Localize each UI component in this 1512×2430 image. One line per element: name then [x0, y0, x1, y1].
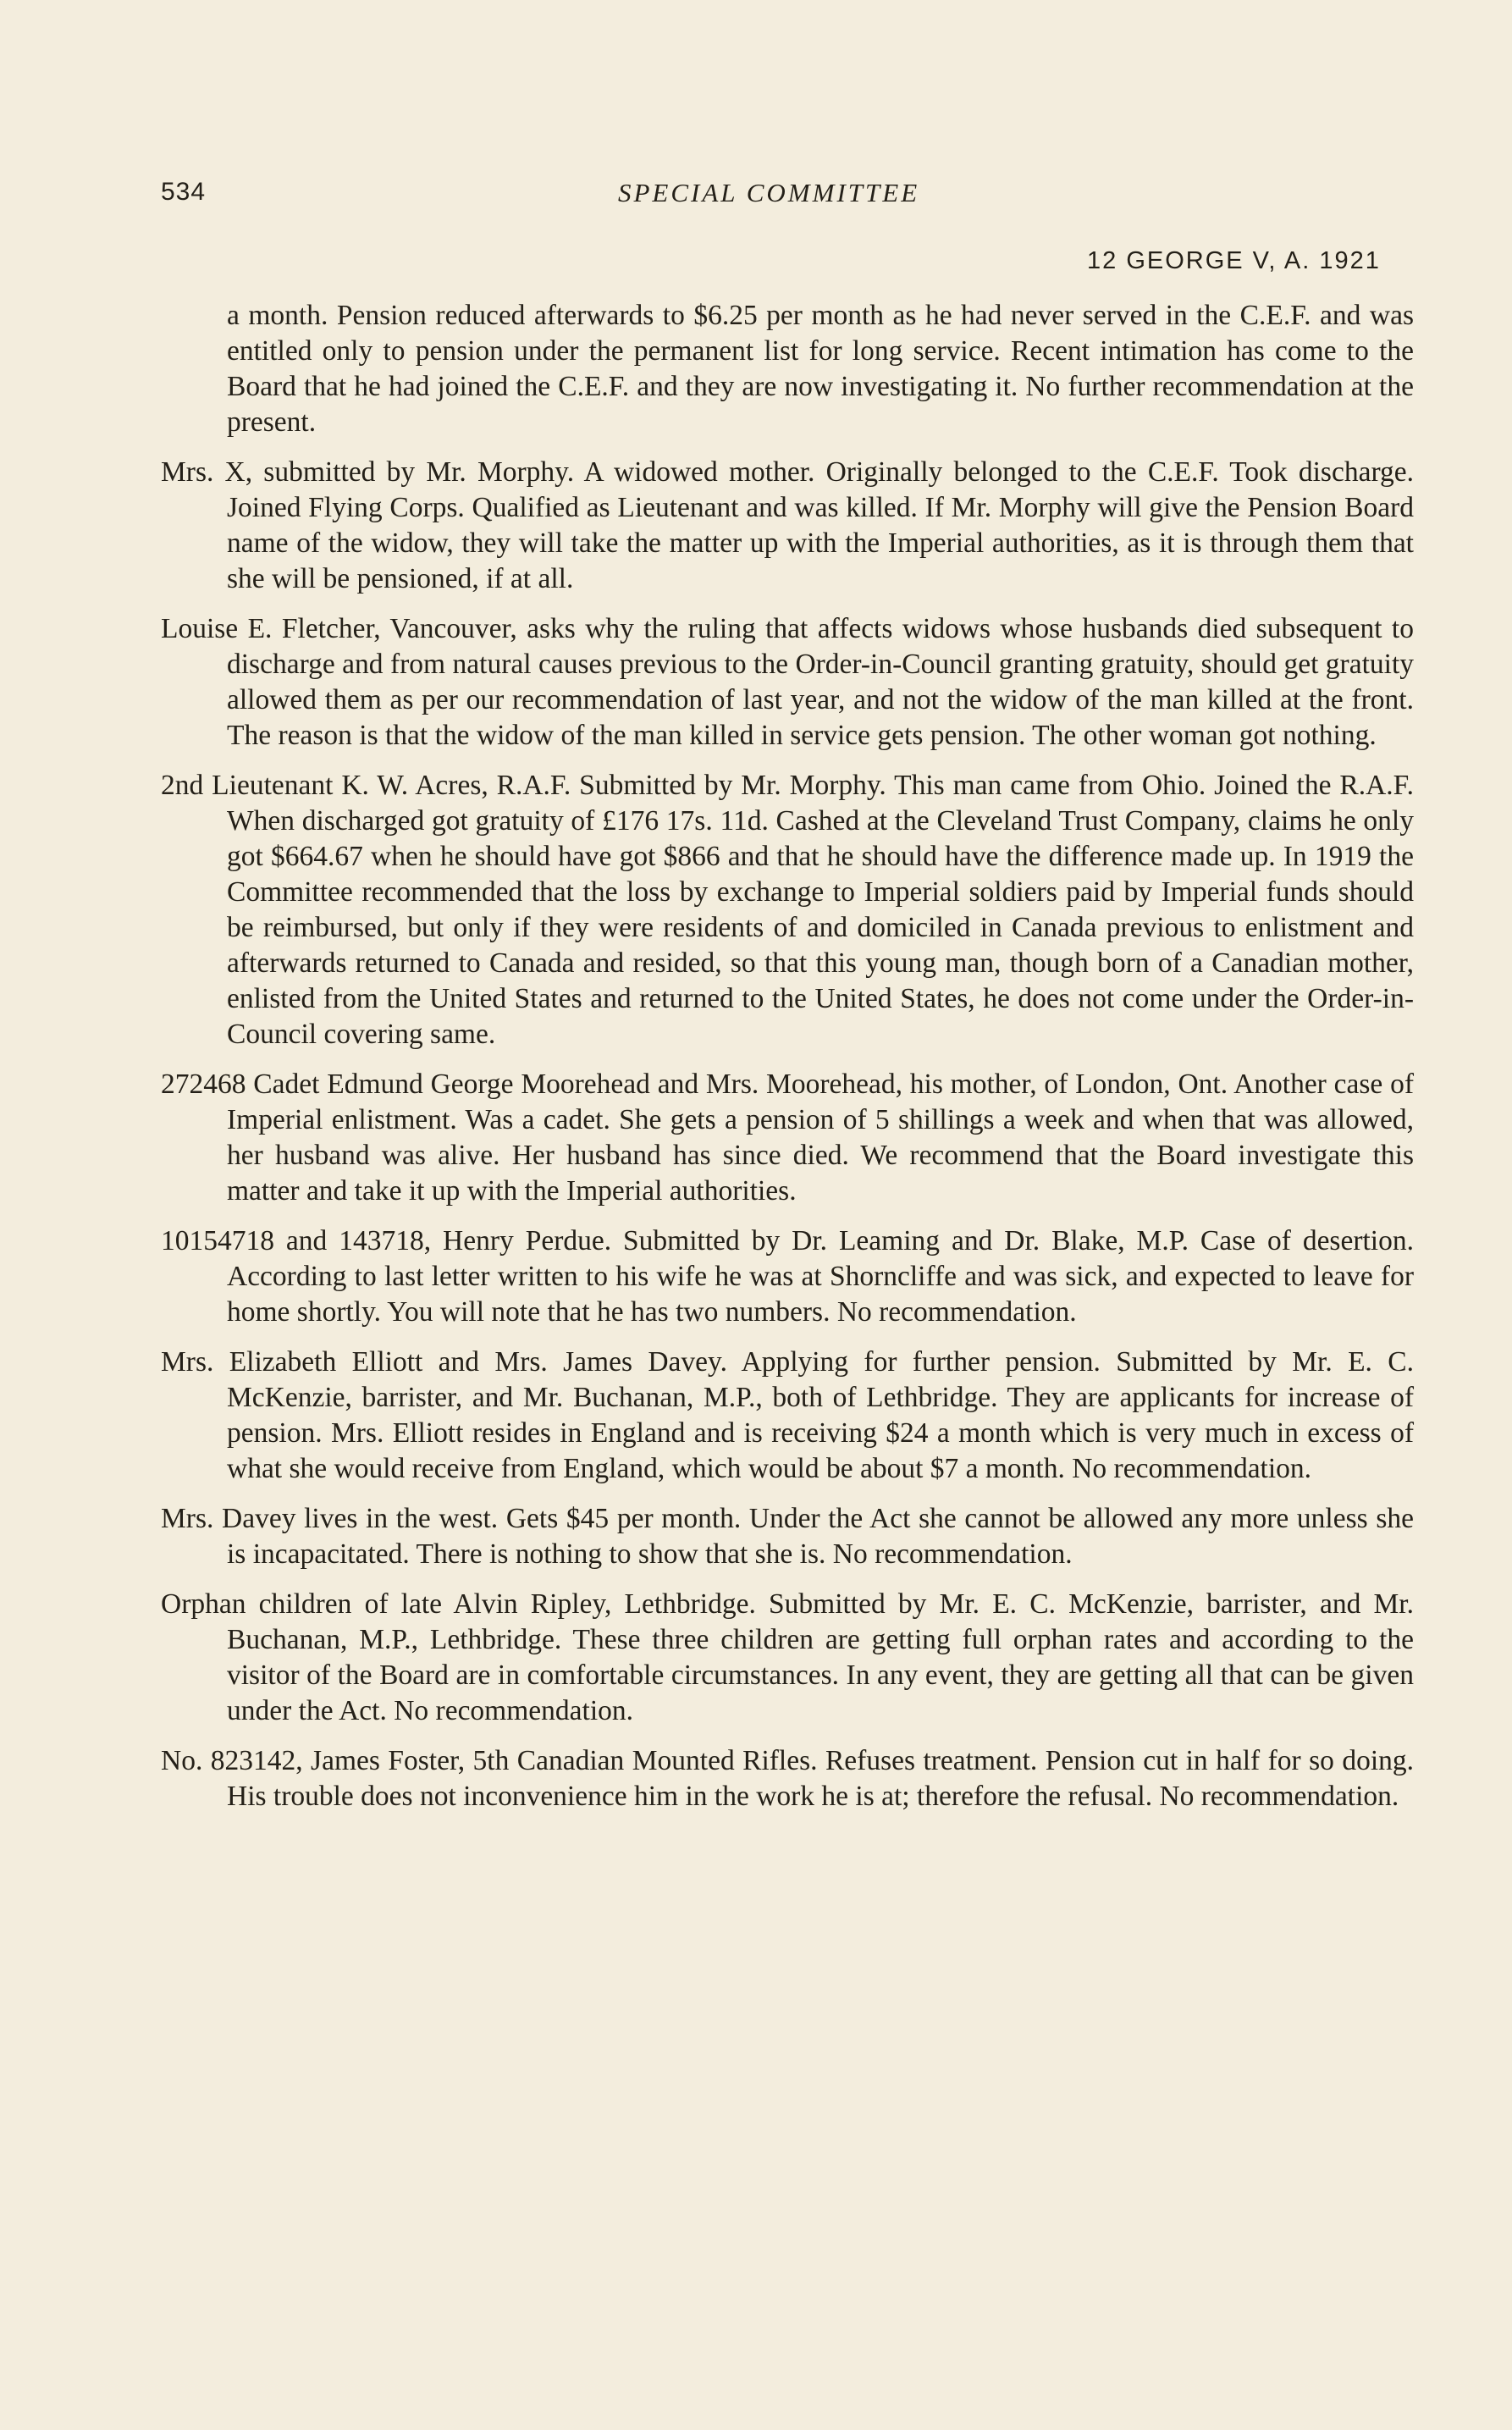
- paragraph-entry: Mrs. Davey lives in the west. Gets $45 per month. Under the Act she cannot be allowed any more unless she is incapacitated. There is nothing to show that she is. No recommendation.: [161, 1503, 1414, 1570]
- session-reference: 12 GEORGE V, A. 1921: [1087, 247, 1381, 274]
- page-number: 534: [161, 178, 207, 206]
- paragraph-entry: 272468 Cadet Edmund George Moorehead and Mrs. Moorehead, his mother, of London, Ont. Another case of Imperial enlistment. Was a cadet. She gets a pension of 5 shillings a week and when that was allowed, her husband was alive. Her husband has since died. We recommend that the Board investigate this matter and take it up with the Imperial authorities.: [161, 1069, 1414, 1207]
- paragraph-continuation: a month. Pension reduced afterwards to $6.25 per month as he had never served in the C.E.F. and was entitled only to pension under the permanent list for long service. Recent intimation has come to the Board that he had joined the C.E.F. and they are now investigating it. No further recommendation at the present.: [227, 300, 1414, 438]
- paragraph-entry: 2nd Lieutenant K. W. Acres, R.A.F. Submitted by Mr. Morphy. This man came from Ohio. Joined the R.A.F. When discharged got gratuity of £176 17s. 11d. Cashed at the Cleveland Trust Company, claims he only got $664.67 when he should have got $866 and that he should have the difference made up. In 1919 the Committee recommended that the loss by exchange to Imperial soldiers paid by Imperial funds should be reimbursed, but only if they were residents of and domiciled in Canada previous to enlistment and afterwards returned to Canada and resided, so that this young man, though born of a Canadian mother, enlisted from the United States and returned to the United States, he does not come under the Order-in-Council covering same.: [161, 770, 1414, 1050]
- paragraph-entry: No. 823142, James Foster, 5th Canadian Mounted Rifles. Refuses treatment. Pension cut in half for so doing. His trouble does not inconvenience him in the work he is at; therefore the refusal. No recommendation.: [161, 1745, 1414, 1812]
- running-title: SPECIAL COMMITTEE: [618, 178, 920, 207]
- page-body: [161, 298, 1414, 1829]
- paragraph-entry: Mrs. X, submitted by Mr. Morphy. A widowed mother. Originally belonged to the C.E.F. Took discharge. Joined Flying Corps. Qualified as Lieutenant and was killed. If Mr. Morphy will give the Pension Board name of the widow, they will take the matter up with the Imperial authorities, as it is through them that she will be pensioned, if at all.: [161, 456, 1414, 594]
- paragraph-entry: Orphan children of late Alvin Ripley, Lethbridge. Submitted by Mr. E. C. McKenzie, barrister, and Mr. Buchanan, M.P., Lethbridge. These three children are getting full orphan rates and according to the visitor of the Board are in comfortable circumstances. In any event, they are getting all that can be given under the Act. No recommendation.: [161, 1588, 1414, 1726]
- paragraph-entry: Louise E. Fletcher, Vancouver, asks why the ruling that affects widows whose husbands died subsequent to discharge and from natural causes previous to the Order-in-Council granting gratuity, should get gratuity allowed them as per our recommendation of last year, and not the widow of the man killed at the front. The reason is that the widow of the man killed in service gets pension. The other woman got nothing.: [161, 613, 1414, 751]
- paragraph-entry: 10154718 and 143718, Henry Perdue. Submitted by Dr. Leaming and Dr. Blake, M.P. Case of desertion. According to last letter written to his wife he was at Shorncliffe and was sick, and expected to leave for home shortly. You will note that he has two numbers. No recommendation.: [161, 1225, 1414, 1328]
- paragraph-entry: Mrs. Elizabeth Elliott and Mrs. James Davey. Applying for further pension. Submitted by Mr. E. C. McKenzie, barrister, and Mr. Buchanan, M.P., both of Lethbridge. They are applicants for increase of pension. Mrs. Elliott resides in England and is receiving $24 a month which is very much in excess of what she would receive from England, which would be about $7 a month. No recommendation.: [161, 1346, 1414, 1484]
